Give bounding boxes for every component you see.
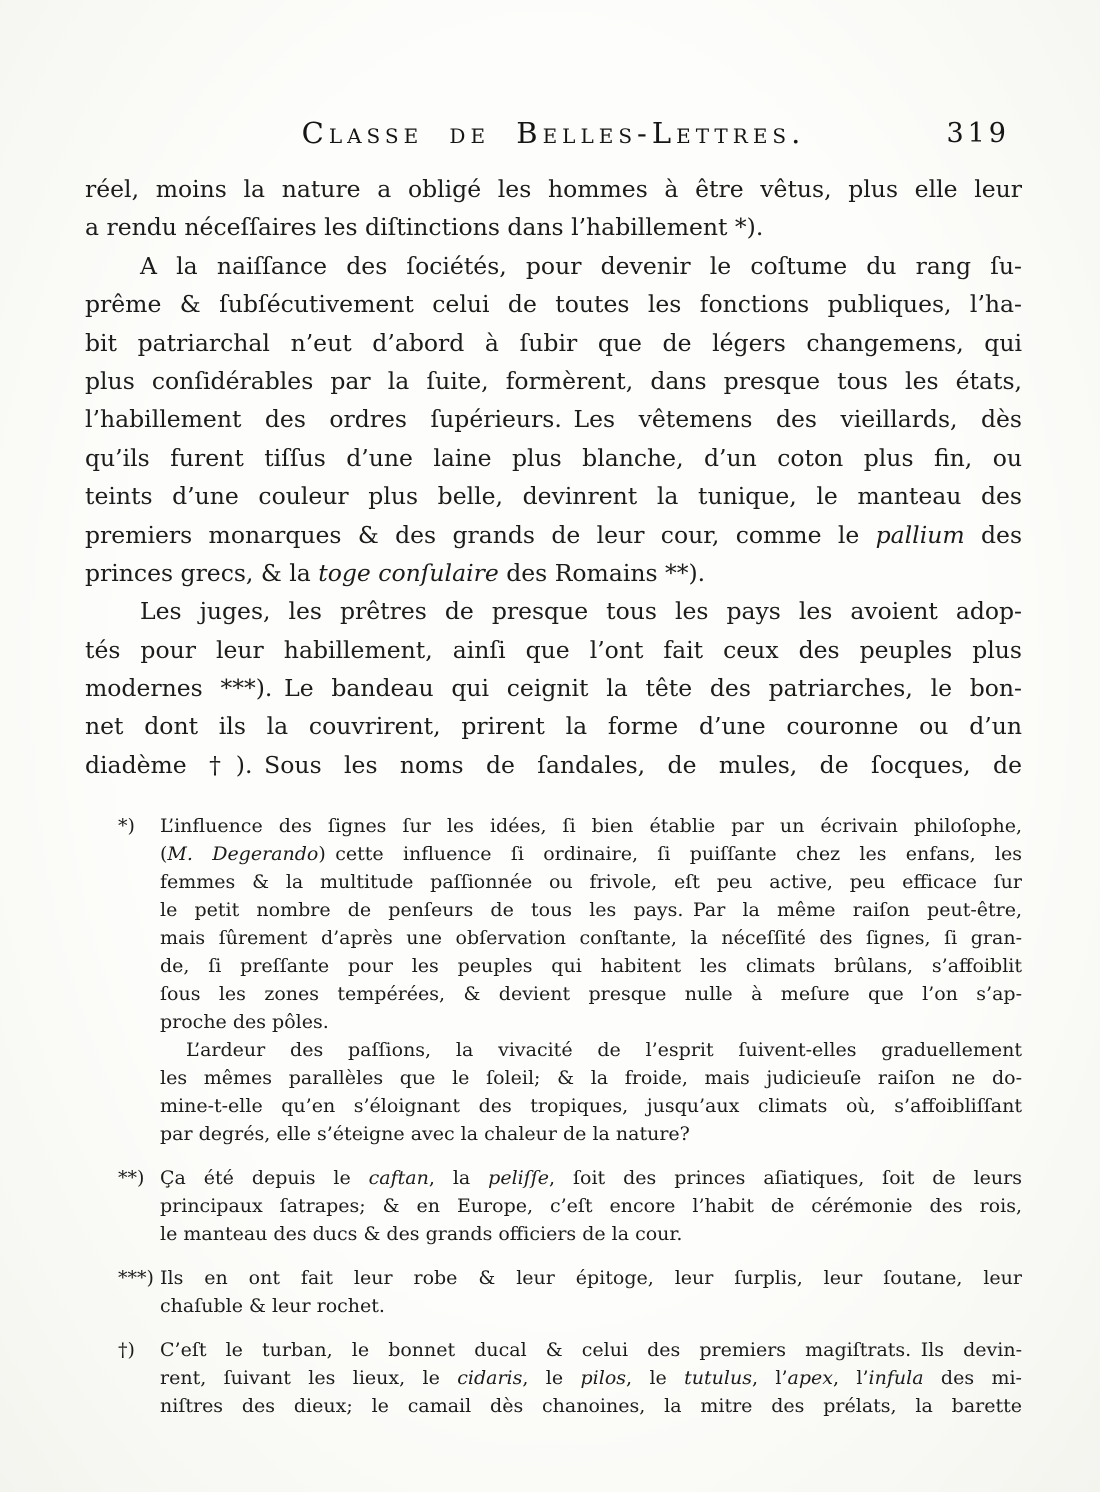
text-segment: de, ſi preſſante pour les peuples qui habitent les climats brûlans, s’affoiblit	[160, 955, 1022, 977]
text-segment: chaſuble & leur rochet.	[160, 1295, 385, 1317]
text-segment: Les juges, les prêtres de presque tous les pays les avoient adop-	[140, 597, 1022, 626]
text-segment: ) cette influence ſi ordinaire, ſi puiſſante chez les enfans, les	[318, 843, 1022, 865]
text-line	[160, 840, 1022, 868]
text-segment: qu’ils furent tiſſus d’une laine plus blanche, d’un coton plus fin, ou	[85, 443, 1022, 472]
text-segment: principaux ſatrapes; & en Europe, c’eſt encore l’habit de cérémonie des rois,	[160, 1195, 1022, 1217]
text-line	[160, 980, 1022, 1008]
text-segment: mais ſûrement d’après une obſervation conſtante, la néceſſité des ſignes, ſi gran-	[160, 927, 1022, 949]
text-segment: tés pour leur habillement, ainſi que l’ont fait ceux des peuples plus	[85, 635, 1022, 664]
text-line	[85, 400, 1022, 438]
text-line	[85, 746, 1022, 784]
text-line	[85, 477, 1022, 515]
text-segment: a rendu néceſſaires les diſtinctions dans l’habillement *).	[85, 213, 764, 242]
footnote	[118, 1336, 1022, 1420]
text-line	[85, 516, 1022, 554]
text-segment: par degrés, elle s’éteigne avec la chaleur de la nature?	[160, 1123, 690, 1145]
text-line	[85, 707, 1022, 745]
text-line	[160, 924, 1022, 952]
text-line	[85, 592, 1022, 630]
footnote	[118, 1264, 1022, 1320]
text-segment: tutulus	[684, 1367, 752, 1389]
text-segment: , ſoit des princes aſiatiques, ſoit de leurs	[549, 1167, 1022, 1189]
text-line	[160, 1008, 1022, 1036]
text-segment: réel, moins la nature a obligé les hommes à être vêtus, plus elle leur	[85, 175, 1022, 203]
text-segment: femmes & la multitude paſſionnée ou frivole, eſt peu active, peu efficace ſur	[160, 871, 1022, 893]
text-segment: , l’	[832, 1367, 869, 1389]
text-segment: des Romains **).	[498, 558, 706, 587]
text-segment: cidaris	[457, 1367, 523, 1389]
text-line	[160, 1120, 1022, 1148]
text-segment: premiers monarques & des grands de leur cour, comme le	[85, 520, 876, 549]
text-segment: niſtres des dieux; le camail dès chanoines, la mitre des prélats, la barette	[160, 1395, 1022, 1417]
text-line	[85, 285, 1022, 323]
text-line	[85, 324, 1022, 362]
text-segment: (	[160, 843, 168, 865]
text-segment: le petit nombre de penſeurs de tous les pays. Par la même raiſon peut-être,	[160, 899, 1022, 921]
footnote-marker: ***)	[118, 1267, 154, 1289]
text-segment: modernes ***). Le bandeau qui ceignit la tête des patriarches, le bon-	[85, 674, 1022, 703]
text-line	[85, 439, 1022, 477]
text-segment: C’eſt le turban, le bonnet ducal & celui des premiers magiſtrats. Ils devin-	[160, 1339, 1022, 1361]
text-segment: plus conſidérables par la ſuite, formèrent, dans presque tous les états,	[85, 366, 1022, 395]
text-line	[85, 669, 1022, 707]
text-segment: teints d’une couleur plus belle, devinrent la tunique, le manteau des	[85, 482, 1022, 511]
text-line	[160, 1064, 1022, 1092]
text-line	[160, 1336, 1022, 1364]
text-line	[160, 1220, 1022, 1248]
text-segment: apex	[787, 1367, 833, 1389]
text-line	[160, 952, 1022, 980]
text-segment: princes grecs, & la	[85, 558, 319, 587]
text-line	[160, 812, 1022, 840]
footnotes-block	[118, 812, 1022, 1436]
text-segment: prême & ſubſécutivement celui de toutes les fonctions publiques, l’ha-	[85, 290, 1022, 319]
text-segment: pallium	[875, 520, 965, 549]
footnote	[118, 1164, 1022, 1248]
text-segment: A la naiſſance des ſociétés, pour devenir le coſtume du rang ſu-	[140, 251, 1022, 280]
text-segment: peliſſe	[488, 1167, 550, 1189]
main-text-block	[85, 170, 1022, 784]
text-segment: L’influence des ſignes ſur les idées, ſi bien établie par un écrivain philoſophe,	[160, 815, 1022, 837]
text-segment: caftan	[368, 1167, 429, 1189]
text-segment: Ça été depuis le	[160, 1167, 369, 1189]
text-segment: des mi-	[923, 1367, 1022, 1389]
text-line	[160, 1092, 1022, 1120]
text-line	[85, 170, 1022, 208]
text-segment: Ils en ont fait leur robe & leur épitoge, leur ſurplis, leur ſoutane, leur	[160, 1267, 1022, 1289]
text-line	[85, 554, 1022, 592]
text-segment: net dont ils la couvrirent, prirent la forme d’une couronne ou d’un	[85, 712, 1022, 741]
text-segment: , le	[626, 1367, 685, 1389]
footnote	[118, 812, 1022, 1148]
footnote-marker: †)	[118, 1339, 135, 1361]
text-segment: , l’	[751, 1367, 788, 1389]
text-line	[160, 1292, 1022, 1320]
footnote-marker: *)	[118, 815, 135, 837]
text-segment: infula	[868, 1367, 924, 1389]
text-line	[160, 1392, 1022, 1420]
text-line	[160, 1264, 1022, 1292]
text-segment: bit patriarchal n’eut d’abord à ſubir que de légers changemens, qui	[85, 328, 1022, 357]
text-segment: mine-t-elle qu’en s’éloignant des tropiques, jusqu’aux climats où, s’affoibliſſant	[160, 1095, 1022, 1117]
footnote-marker: **)	[118, 1167, 145, 1189]
text-line	[160, 868, 1022, 896]
text-segment: rent, ſuivant les lieux, le	[160, 1367, 458, 1389]
text-line	[160, 1364, 1022, 1392]
text-segment: toge conſulaire	[318, 558, 499, 587]
text-segment: les mêmes parallèles que le ſoleil; & la froide, mais judicieuſe raiſon ne do-	[160, 1067, 1022, 1089]
page-number: 319	[946, 118, 1010, 149]
text-segment: , le	[522, 1367, 581, 1389]
text-line	[85, 362, 1022, 400]
text-segment: l’habillement des ordres ſupérieurs. Les vêtemens des vieillards, dès	[85, 405, 1022, 434]
text-line	[160, 1164, 1022, 1192]
text-line	[160, 896, 1022, 924]
text-segment: le manteau des ducs & des grands officiers de la cour.	[160, 1223, 683, 1245]
text-segment: des	[964, 520, 1023, 549]
text-segment: proche des pôles.	[160, 1011, 329, 1033]
text-segment: pilos	[580, 1367, 627, 1389]
text-segment: ſous les zones tempérées, & devient presque nulle à meſure que l’on s’ap-	[160, 983, 1022, 1005]
text-segment: , la	[428, 1167, 489, 1189]
text-segment: M. Degerando	[167, 843, 319, 865]
text-line	[160, 1192, 1022, 1220]
text-line	[160, 1036, 1022, 1064]
text-line	[85, 631, 1022, 669]
text-line	[85, 208, 1022, 246]
text-segment: diadème †). Sous les noms de ſandales, de mules, de ſocques, de	[85, 750, 1022, 779]
text-line	[85, 247, 1022, 285]
page-header	[85, 116, 1022, 158]
text-segment: L’ardeur des paſſions, la vivacité de l’esprit ſuivent-elles graduellement	[186, 1039, 1022, 1061]
page-header-title: Classe de Belles-Lettres.	[301, 116, 806, 150]
